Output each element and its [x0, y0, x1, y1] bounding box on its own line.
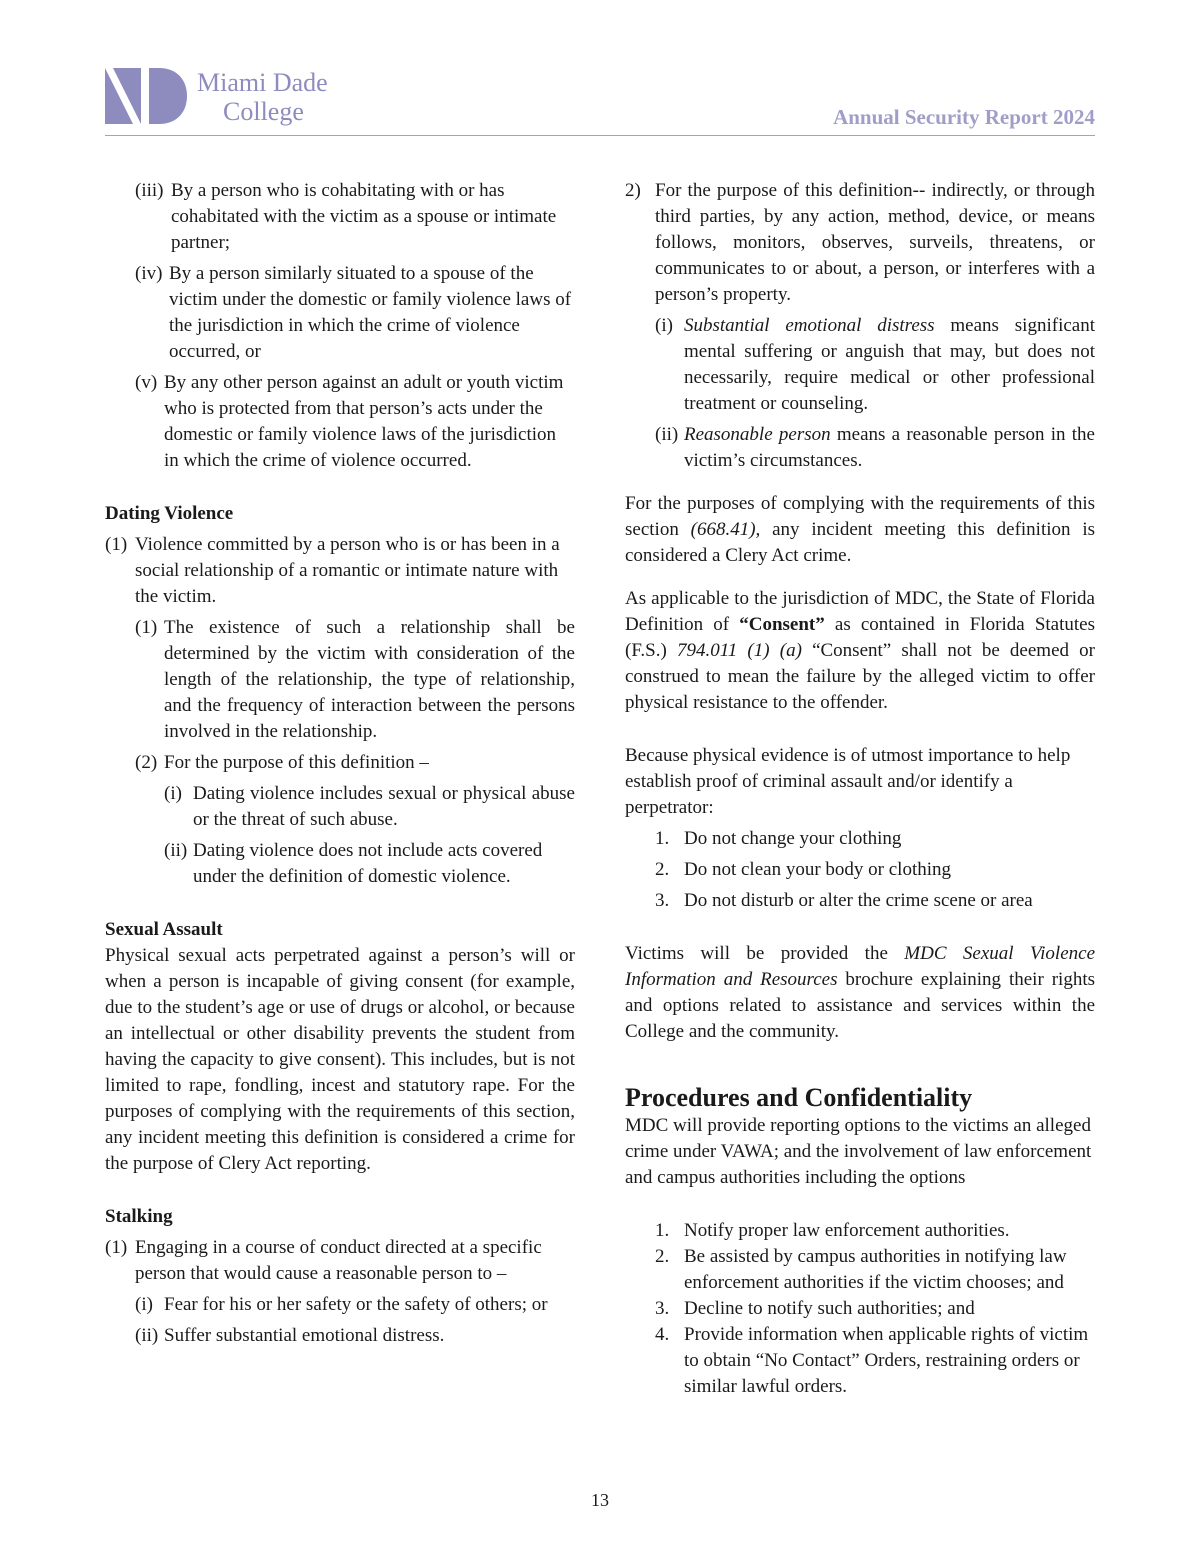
item-text: The existence of such a relationship shall be determined by the victim with consideration of the length of the relationship, the type of relationship, and the frequency of interaction between the persons involved in the relationship. [164, 617, 575, 742]
evidence-item [625, 857, 1095, 883]
statute-reference: (668.41), [690, 519, 761, 540]
brochure-title: MDC Sexual Violence Information and Resources [625, 943, 1096, 990]
brochure-text-end: brochure explaining their rights and options related to assistance and services within the College and the community. [625, 969, 1095, 1042]
item-marker: (ii) [164, 840, 188, 861]
item-number: 2. [655, 859, 670, 880]
consent-text-mid: as contained in Florida Statutes (F.S.) [625, 614, 1095, 661]
item-marker: (2) [135, 752, 158, 773]
dating-item-2 [105, 750, 575, 776]
stalking-item-1-ii [105, 1323, 575, 1349]
item-text: Fear for his or her safety or the safety of others; or [164, 1294, 548, 1315]
left-column [105, 178, 575, 1349]
sexual-assault-paragraph: Physical sexual acts perpetrated against a person’s will or when a person is incapable of giving consent (for example, due to the student’s age or use of drugs or alcohol, or because an intellectual or other disability prevents the student from having the capacity to give consent). This includes, but is not limited to rape, fondling, incest and statutory rape. For the purposes of complying with the requirements of this section, any incident meeting this definition is considered a crime for the purpose of Clery Act reporting. [105, 945, 575, 1174]
consent-paragraph [625, 586, 1095, 716]
item-marker: (v) [135, 372, 158, 393]
domestic-item-iv [105, 261, 575, 365]
dating-item-1 [105, 532, 575, 610]
stalking-item-2 [625, 178, 1095, 308]
dating-violence-heading: Dating Violence [105, 503, 234, 524]
item-text: means significant mental suffering or anguish that may, but does not necessarily, require medical or other professional treatment or counseling. [684, 315, 1095, 414]
item-text: For the purpose of this definition-- indirectly, or through third parties, by any action, method, device, or means follows, monitors, observes, surveils, threatens, or communicates to or about, a person, or interferes with a person’s property. [655, 180, 1095, 305]
item-text: Do not change your clothing [684, 828, 902, 849]
page-number: 13 [591, 1490, 609, 1510]
defined-term: Substantial emotional distress [684, 315, 935, 336]
clery-paragraph [625, 491, 1095, 569]
item-text: Notify proper law enforcement authorities. [684, 1220, 1010, 1241]
item-text: Do not disturb or alter the crime scene or area [684, 890, 1033, 911]
statute-reference: 794.011 (1) (a) [676, 640, 802, 661]
right-column [625, 178, 1095, 1400]
defined-term: Reasonable person [684, 424, 831, 445]
item-text: For the purpose of this definition – [164, 752, 429, 773]
item-marker: (iv) [135, 263, 163, 284]
item-text: Dating violence includes sexual or physical abuse or the threat of such abuse. [193, 783, 575, 830]
item-text: Be assisted by campus authorities in notifying law enforcement authorities if the victim chooses; and [684, 1246, 1067, 1293]
dating-item-1-1 [105, 615, 575, 745]
option-item [625, 1296, 1095, 1322]
stalking-item-1 [105, 1235, 575, 1287]
college-name [197, 68, 328, 126]
clery-text-end: any incident meeting this definition is considered a Clery Act crime. [625, 519, 1095, 566]
item-marker: (i) [135, 1294, 153, 1315]
college-name-line1: Miami Dade [197, 68, 328, 97]
item-number: 4. [655, 1324, 670, 1345]
brochure-text: Victims will be provided the [625, 943, 905, 964]
option-item [625, 1244, 1095, 1296]
report-title: Annual Security Report 2024 [833, 105, 1095, 129]
item-marker: (i) [164, 783, 182, 804]
sexual-assault-heading: Sexual Assault [105, 919, 223, 940]
option-item [625, 1218, 1095, 1244]
item-text: By a person who is cohabitating with or has cohabitated with the victim as a spouse or intimate partner; [171, 180, 557, 253]
header-divider [105, 135, 1095, 136]
item-text: By any other person against an adult or youth victim who is protected from that person’s acts under the domestic or family violence laws of the jurisdiction in which the crime of violence occurred. [164, 372, 564, 471]
page-header [105, 68, 1095, 138]
option-item [625, 1322, 1095, 1400]
dating-item-2-i [105, 781, 575, 833]
stalking-heading: Stalking [105, 1206, 173, 1227]
stalking-item-2-ii [625, 422, 1095, 474]
item-marker: (1) [105, 534, 128, 555]
item-text: Do not clean your body or clothing [684, 859, 952, 880]
stalking-item-2-i [625, 313, 1095, 417]
item-text: Engaging in a course of conduct directed at a specific person that would cause a reasonable person to – [135, 1237, 542, 1284]
consent-text-end: “Consent” shall not be deemed or construed to mean the failure by the alleged victim to offer physical resistance to the offender. [625, 640, 1095, 713]
dating-item-2-ii [105, 838, 575, 890]
domestic-item-iii [105, 178, 575, 256]
consent-text: As applicable to the jurisdiction of MDC, the State of Florida Definition of [625, 588, 1095, 635]
brochure-paragraph [625, 941, 1095, 1045]
item-number: 1. [655, 828, 670, 849]
college-logo-icon [105, 68, 187, 124]
item-marker: (1) [135, 617, 158, 638]
item-text: By a person similarly situated to a spouse of the victim under the domestic or family violence laws of the jurisdiction in which the crime of violence occurred, or [169, 263, 572, 362]
item-text: Dating violence does not include acts covered under the definition of domestic violence. [193, 840, 543, 887]
evidence-item [625, 826, 1095, 852]
consent-term: “Consent” [739, 614, 825, 635]
stalking-item-1-i [105, 1292, 575, 1318]
procedures-paragraph: MDC will provide reporting options to the victims an alleged crime under VAWA; and the involvement of law enforcement and campus authorities including the options [625, 1115, 1092, 1188]
evidence-intro: Because physical evidence is of utmost importance to help establish proof of criminal assault and/or identify a perpetrator: [625, 745, 1071, 818]
item-marker: 2) [625, 180, 641, 201]
item-marker: (1) [105, 1237, 128, 1258]
item-text: Violence committed by a person who is or has been in a social relationship of a romantic or intimate nature with the victim. [135, 534, 560, 607]
item-number: 2. [655, 1246, 670, 1267]
item-marker: (ii) [655, 424, 679, 445]
college-name-line2: College [223, 97, 304, 126]
clery-text: For the purposes of complying with the requirements of this section [625, 493, 1095, 540]
item-marker: (iii) [135, 180, 164, 201]
evidence-item [625, 888, 1095, 914]
item-number: 3. [655, 1298, 670, 1319]
domestic-item-v [105, 370, 575, 474]
item-number: 1. [655, 1220, 670, 1241]
procedures-heading: Procedures and Confidentiality [625, 1083, 973, 1112]
item-text: Suffer substantial emotional distress. [164, 1325, 445, 1346]
item-marker: (i) [655, 315, 673, 336]
item-text: Decline to notify such authorities; and [684, 1298, 975, 1319]
item-marker: (ii) [135, 1325, 159, 1346]
item-text: means a reasonable person in the victim’s circumstances. [684, 424, 1095, 471]
item-text: Provide information when applicable rights of victim to obtain “No Contact” Orders, restraining orders or similar lawful orders. [684, 1324, 1089, 1397]
item-number: 3. [655, 890, 670, 911]
